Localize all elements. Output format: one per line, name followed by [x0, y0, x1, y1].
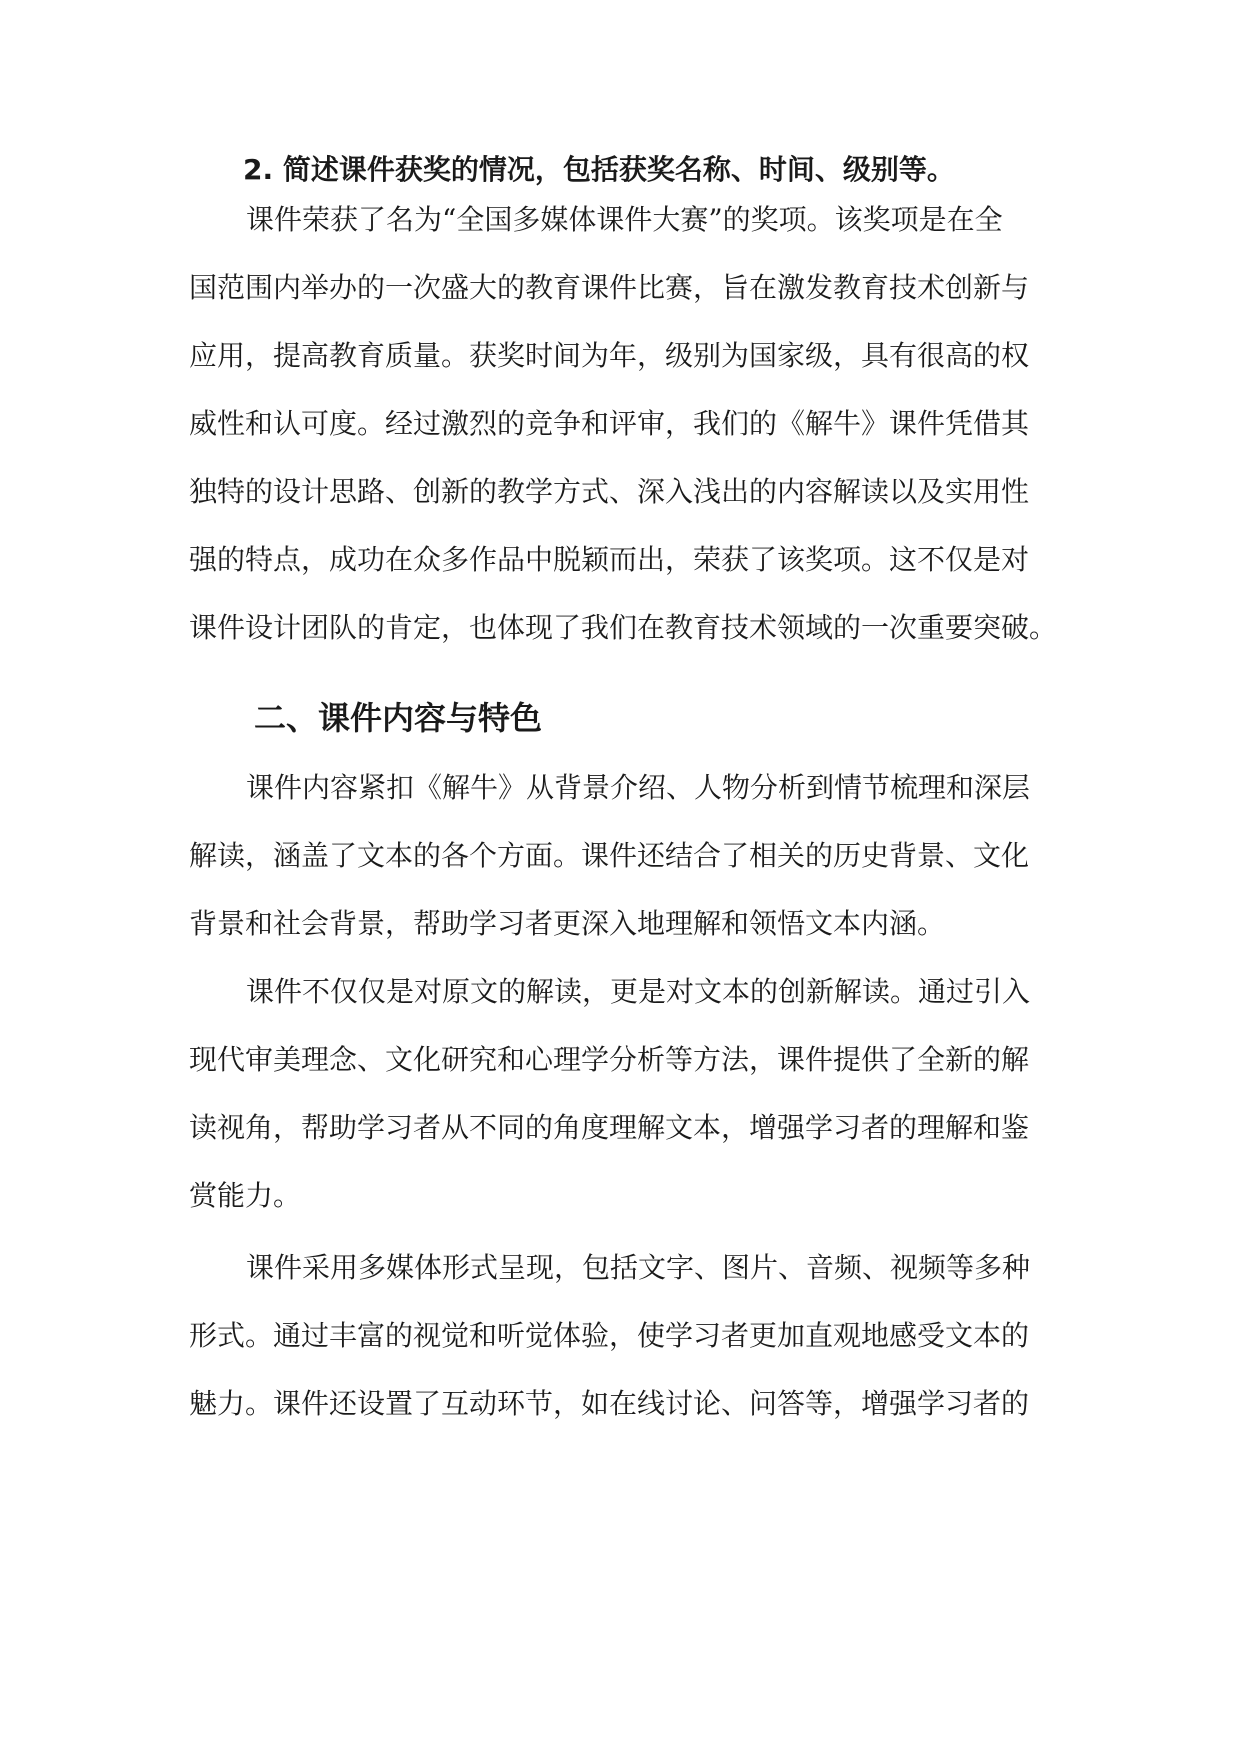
paragraph-line: 独特的设计思路、创新的教学方式、深入浅出的内容解读以及实用性: [189, 475, 1030, 508]
paragraph-line: 课件采用多媒体形式呈现，包括文字、图片、音频、视频等多种: [246, 1251, 1031, 1284]
paragraph-line: 课件设计团队的肯定，也体现了我们在教育技术领域的一次重要突破。: [189, 611, 1058, 644]
paragraph-line: 形式。通过丰富的视觉和听觉体验，使学习者更加直观地感受文本的: [189, 1319, 1030, 1352]
paragraph-line: 现代审美理念、文化研究和心理学分析等方法，课件提供了全新的解: [189, 1043, 1030, 1076]
paragraph-line: 课件不仅仅是对原文的解读，更是对文本的创新解读。通过引入: [246, 975, 1031, 1008]
paragraph-line: 威性和认可度。经过激烈的竞争和评审，我们的《解牛》课件凭借其: [189, 407, 1030, 440]
paragraph-line: 魅力。课件还设置了互动环节，如在线讨论、问答等，增强学习者的: [189, 1387, 1030, 1420]
paragraph-line: 读视角，帮助学习者从不同的角度理解文本，增强学习者的理解和鉴: [189, 1111, 1030, 1144]
paragraph-line: 课件荣获了名为“全国多媒体课件大赛”的奖项。该奖项是在全: [246, 203, 1003, 236]
paragraph-line: 国范围内举办的一次盛大的教育课件比赛，旨在激发教育技术创新与: [189, 271, 1030, 304]
paragraph-line: 强的特点，成功在众多作品中脱颖而出，荣获了该奖项。这不仅是对: [189, 543, 1030, 576]
paragraph-line: 赏能力。: [189, 1179, 302, 1212]
section-heading: 二、课件内容与特色: [254, 699, 543, 737]
paragraph-line: 课件内容紧扣《解牛》从背景介绍、人物分析到情节梳理和深层: [246, 771, 1031, 804]
paragraph-line: 应用，提高教育质量。获奖时间为年，级别为国家级，具有很高的权: [189, 339, 1030, 372]
award-subheading: 2. 简述课件获奖的情况，包括获奖名称、时间、级别等。: [243, 153, 955, 186]
paragraph-line: 背景和社会背景，帮助学习者更深入地理解和领悟文本内涵。: [189, 907, 946, 940]
paragraph-line: 解读，涵盖了文本的各个方面。课件还结合了相关的历史背景、文化: [189, 839, 1030, 872]
